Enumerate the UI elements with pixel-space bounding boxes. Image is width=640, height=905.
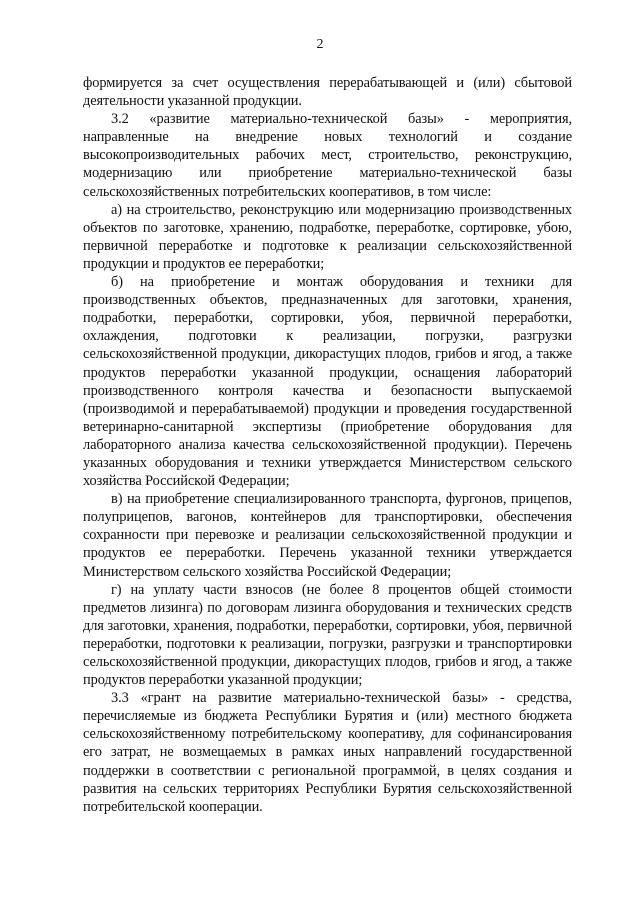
paragraph-item-a: а) на строительство, реконструкцию или модернизацию производственных объектов по заготовке, хранению, подработке, переработке, сортировке, убою, первичной переработке и подготовке к реализации сельскохозяйственной продукции и продуктов ее переработки;	[83, 201, 572, 272]
paragraph-item-g: г) на уплату части взносов (не более 8 процентов общей стоимости предметов лизинга) по договорам лизинга оборудования и технических средств для заготовки, хранения, подработки, переработки, сортировки, убоя, первичной переработки, подготовки к реализации, погрузки, разгрузки и транспортировки сельскохозяйственной продукции, дикорастущих плодов, грибов и ягод, а также продуктов переработки указанной продукции;	[83, 581, 572, 689]
page-number: 2	[316, 37, 324, 52]
paragraph-item-b: б) на приобретение и монтаж оборудования и техники для производственных объектов, предназначенных для заготовки, хранения, подработки, переработки, сортировки, убоя, первичной переработки, охлаждения, подготовки к реализации, погрузки, разгрузки сельскохозяйственной продукции, дикорастущих плодов, грибов и ягод, а также продуктов переработки указанной продукции, оснащения лабораторий производственного контроля качества и безопасности выпускаемой (производимой и перерабатываемой) продукции и проведения государственной ветеринарно-санитарной экспертизы (приобретение оборудования для лабораторного анализа качества сельскохозяйственной продукции). Перечень указанных оборудования и техники утверждается Министерством сельского хозяйства Российской Федерации;	[83, 274, 572, 490]
document-body	[83, 74, 572, 816]
paragraph-continuation: формируется за счет осуществления перерабатывающей и (или) сбытовой деятельности указанной продукции.	[83, 75, 572, 110]
paragraph-3-2: 3.2 «развитие материально-технической базы» - мероприятия, направленные на внедрение новых технологий и создание высокопроизводительных рабочих мест, строительство, реконструкцию, модернизацию или приобретение материально-технической базы сельскохозяйственных потребительских кооперативов, в том числе:	[83, 111, 572, 200]
paragraph-3-3: 3.3 «грант на развитие материально-технической базы» - средства, перечисляемые из бюджета Республики Бурятия и (или) местного бюджета сельскохозяйственному потребительскому кооперативу, для софинансирования его затрат, не возмещаемых в рамках иных направлений государственной поддержки в соответствии с региональной программой, в целях создания и развития на сельских территориях Республики Бурятия сельскохозяйственной потребительской кооперации.	[83, 690, 572, 815]
paragraph-item-v: в) на приобретение специализированного транспорта, фургонов, прицепов, полуприцепов, вагонов, контейнеров для транспортировки, обеспечения сохранности при перевозке и реализации сельскохозяйственной продукции и продуктов ее переработки. Перечень указанной техники утверждается Министерством сельского хозяйства Российской Федерации;	[83, 491, 572, 580]
